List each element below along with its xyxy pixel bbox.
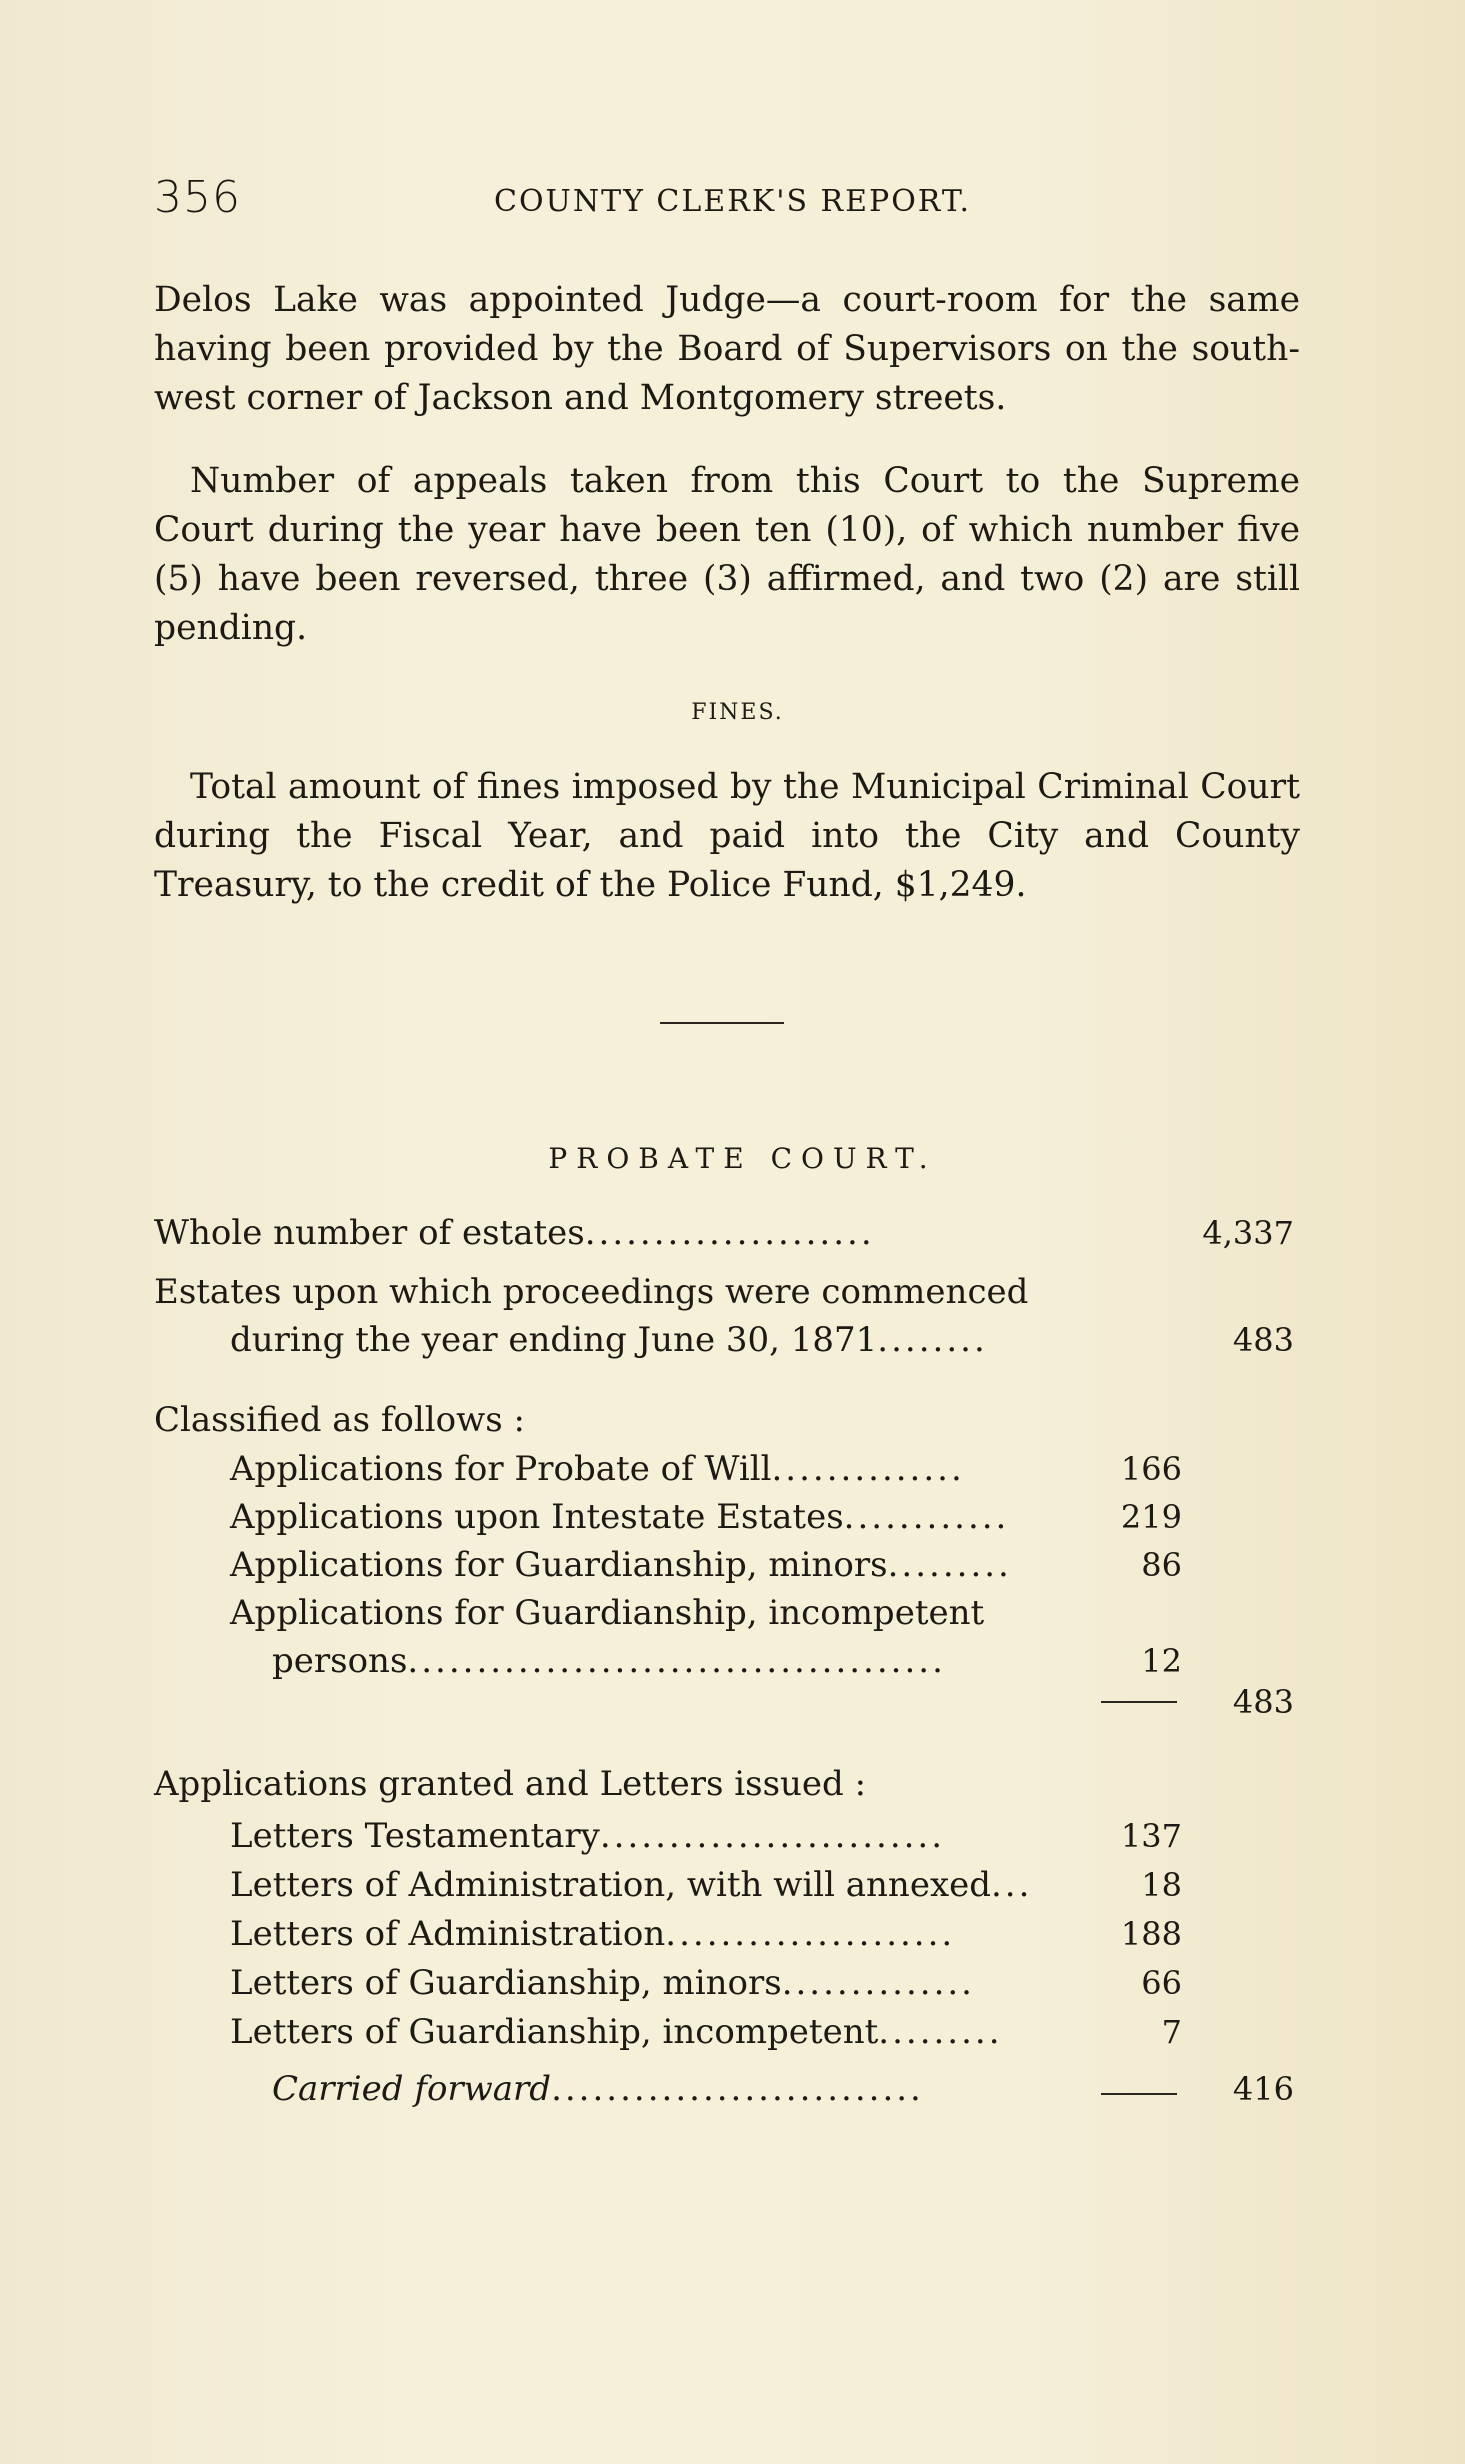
row-value: 166 bbox=[1120, 1450, 1182, 1488]
row-label: Applications upon Intestate Estates bbox=[230, 1497, 844, 1537]
row-value: 12 bbox=[1141, 1642, 1182, 1680]
table-row-continuation bbox=[230, 1318, 988, 1362]
row-label: persons bbox=[272, 1641, 408, 1681]
table-row bbox=[154, 1270, 1028, 1314]
leader-dots: ..................... bbox=[665, 1914, 956, 1954]
leader-dots: ... bbox=[991, 1865, 1033, 1905]
row-label: Applications for Probate of Will bbox=[230, 1449, 772, 1489]
row-value: 86 bbox=[1141, 1546, 1182, 1584]
table-row-continuation bbox=[272, 1639, 946, 1683]
paragraph-fines: Total amount of fines imposed by the Municipal Criminal Court during the Fiscal Year, and paid into the City and County Treasury, to the credit of the Police Fund, $1,249. bbox=[154, 767, 1300, 905]
table-row bbox=[230, 1814, 945, 1858]
table-row bbox=[230, 1591, 984, 1635]
row-value: 7 bbox=[1161, 2013, 1182, 2051]
table-row bbox=[230, 1863, 1032, 1907]
row-label: Applications for Guardianship, minors bbox=[230, 1545, 888, 1585]
row-label: Applications for Guardianship, incompetent bbox=[230, 1593, 985, 1633]
section-divider bbox=[660, 1022, 784, 1024]
row-label: Estates upon which proceedings were commenced bbox=[154, 1272, 1029, 1312]
row-label: Whole number of estates bbox=[154, 1213, 585, 1253]
leader-dots: .............. bbox=[771, 1449, 965, 1489]
table-row bbox=[230, 1543, 1012, 1587]
leader-dots: ........................... bbox=[551, 2069, 924, 2109]
row-label: Letters of Guardianship, incompetent bbox=[230, 2012, 879, 2052]
table-row bbox=[154, 1211, 875, 1255]
running-head: COUNTY CLERK'S REPORT. bbox=[494, 184, 972, 219]
leader-dots: .............. bbox=[781, 1963, 975, 2003]
row-label: Carried forward bbox=[272, 2069, 552, 2109]
carried-forward-value: 416 bbox=[1232, 2070, 1294, 2108]
leader-dots: ......................... bbox=[599, 1816, 946, 1856]
leader-dots: ......... bbox=[878, 2012, 1003, 2052]
leader-dots: ......... bbox=[887, 1545, 1012, 1585]
probate-court-heading: PROBATE COURT. bbox=[548, 1142, 937, 1175]
table-row bbox=[230, 1912, 955, 1956]
classified-total: 483 bbox=[1232, 1683, 1294, 1721]
table-row bbox=[230, 1495, 1009, 1539]
page-header bbox=[154, 172, 1311, 232]
table-row bbox=[230, 1961, 975, 2005]
paragraph-judge-appointment: Delos Lake was appointed Judge—a court-room for the same having been provided by the Board of Supervisors on the south-west corner of Jackson and Montgomery streets. bbox=[154, 280, 1300, 418]
classified-heading: Classified as follows : bbox=[154, 1400, 525, 1440]
page-number: 356 bbox=[154, 172, 241, 223]
row-value: 219 bbox=[1120, 1498, 1182, 1536]
table-row bbox=[230, 1447, 965, 1491]
row-value: 483 bbox=[1232, 1321, 1294, 1359]
subtotal-rule bbox=[1101, 1701, 1177, 1703]
table-row bbox=[230, 2010, 1003, 2054]
leader-dots: ............ bbox=[843, 1497, 1010, 1537]
leader-dots: ........ bbox=[877, 1320, 988, 1360]
leader-dots: ..................... bbox=[584, 1213, 875, 1253]
row-label: during the year ending June 30, 1871 bbox=[230, 1320, 878, 1360]
row-label: Letters Testamentary bbox=[230, 1816, 600, 1856]
carried-forward-row bbox=[272, 2067, 924, 2111]
granted-heading: Applications granted and Letters issued : bbox=[154, 1764, 867, 1804]
paragraph-appeals: Number of appeals taken from this Court to the Supreme Court during the year have been ten (10), of which number five (5) have been reversed, three (3) affirmed, and two (2) are still pending. bbox=[154, 461, 1300, 648]
row-value: 188 bbox=[1120, 1915, 1182, 1953]
fines-heading: FINES. bbox=[691, 700, 784, 725]
row-value: 18 bbox=[1141, 1866, 1182, 1904]
carried-forward-rule bbox=[1101, 2093, 1177, 2095]
row-label: Letters of Administration, with will annexed bbox=[230, 1865, 991, 1905]
row-value: 137 bbox=[1120, 1817, 1182, 1855]
row-value: 66 bbox=[1141, 1964, 1182, 2002]
row-label: Letters of Guardianship, minors bbox=[230, 1963, 782, 2003]
row-value: 4,337 bbox=[1202, 1214, 1294, 1252]
leader-dots: ....................................... bbox=[407, 1641, 946, 1681]
row-label: Letters of Administration bbox=[230, 1914, 666, 1954]
